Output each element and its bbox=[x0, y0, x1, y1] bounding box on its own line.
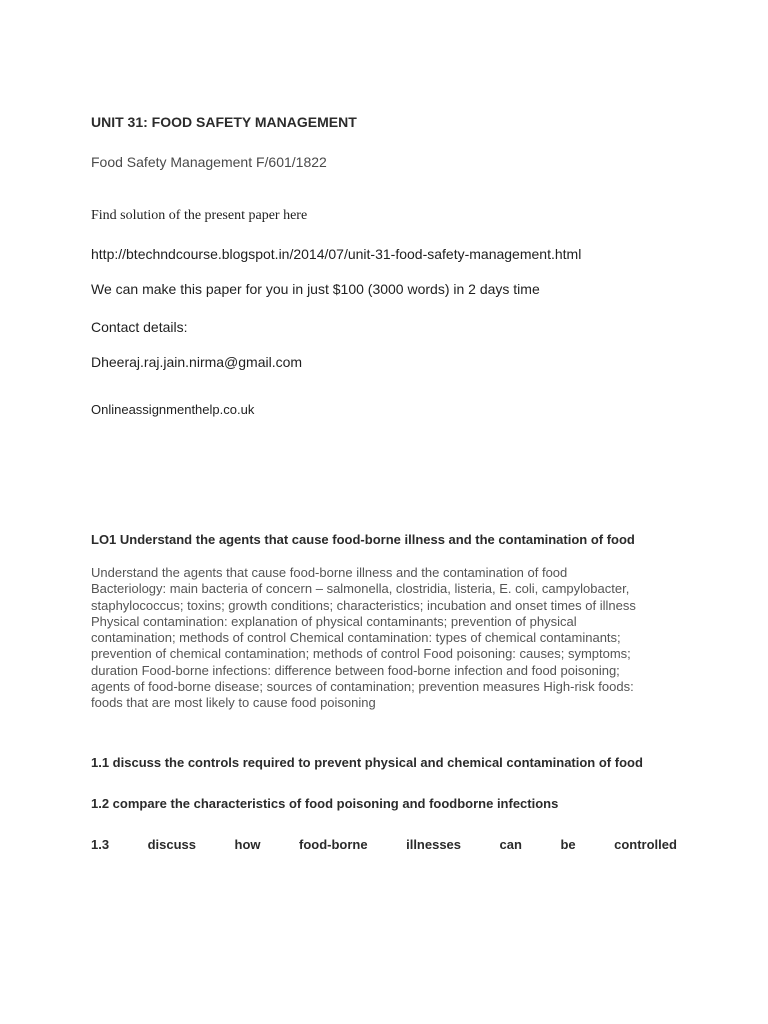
question-1-3-word: discuss bbox=[147, 837, 196, 852]
question-1-2: 1.2 compare the characteristics of food poisoning and foodborne infections bbox=[91, 796, 559, 811]
paragraph-line: prevention of chemical contamination; methods of control Food poisoning: causes; symptoms; bbox=[91, 646, 631, 662]
contact-label: Contact details: bbox=[91, 319, 188, 335]
offer-text: We can make this paper for you in just $100 (3000 words) in 2 days time bbox=[91, 281, 540, 297]
paragraph-line: Physical contamination: explanation of physical contaminants; prevention of physical bbox=[91, 613, 577, 629]
solution-url: http://btechndcourse.blogspot.in/2014/07/unit-31-food-safety-management.html bbox=[91, 246, 582, 262]
paragraph-line: duration Food-borne infections: difference between food-borne infection and food poisoning; bbox=[91, 662, 620, 678]
question-1-3-word: can bbox=[499, 837, 522, 852]
question-1-3-word: how bbox=[234, 837, 261, 852]
lo1-heading: LO1 Understand the agents that cause food-borne illness and the contamination of food bbox=[91, 532, 635, 547]
paragraph-line: staphylococcus; toxins; growth conditions; characteristics; incubation and onset times of illness bbox=[91, 597, 636, 613]
question-1-3-word: illnesses bbox=[406, 837, 462, 852]
question-1-3 bbox=[91, 837, 677, 852]
contact-website: Onlineassignmenthelp.co.uk bbox=[91, 402, 255, 417]
document-subtitle: Food Safety Management F/601/1822 bbox=[91, 154, 327, 170]
paragraph-line: contamination; methods of control Chemical contamination: types of chemical contaminants; bbox=[91, 630, 621, 646]
paragraph-line: Understand the agents that cause food-borne illness and the contamination of food bbox=[91, 565, 568, 580]
question-1-3-word: controlled bbox=[614, 837, 677, 852]
lo1-paragraph bbox=[91, 565, 691, 712]
question-1-3-word: be bbox=[560, 837, 576, 852]
question-1-1: 1.1 discuss the controls required to prevent physical and chemical contamination of food bbox=[91, 755, 643, 770]
solution-note: Find solution of the present paper here bbox=[91, 208, 308, 223]
paragraph-line: Bacteriology: main bacteria of concern – salmonella, clostridia, listeria, E. coli, campylobacter, bbox=[91, 581, 630, 597]
question-1-3-word: 1.3 bbox=[91, 837, 110, 852]
paragraph-line: foods that are most likely to cause food poisoning bbox=[91, 695, 376, 711]
paragraph-line: agents of food-borne disease; sources of contamination; prevention measures High-risk foods: bbox=[91, 679, 634, 695]
contact-email: Dheeraj.raj.jain.nirma@gmail.com bbox=[91, 354, 303, 370]
question-1-3-word: food-borne bbox=[299, 837, 368, 852]
document-title: UNIT 31: FOOD SAFETY MANAGEMENT bbox=[91, 114, 357, 130]
